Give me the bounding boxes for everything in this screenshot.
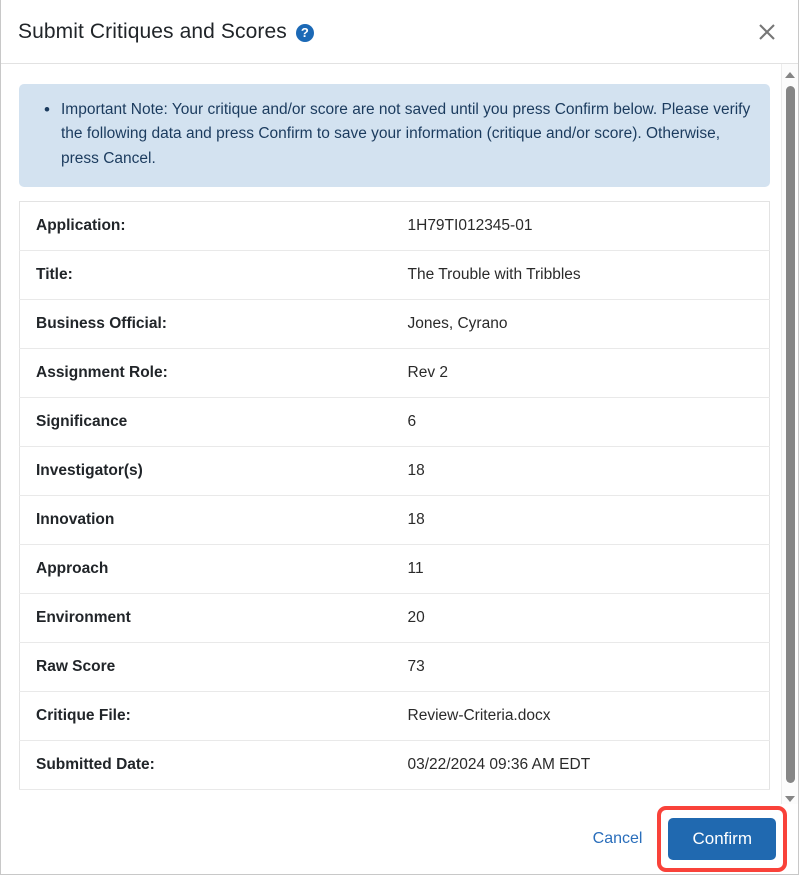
close-button[interactable] <box>750 15 784 49</box>
table-row <box>20 643 770 692</box>
row-label: Application: <box>20 202 405 251</box>
row-label: Title: <box>20 251 405 300</box>
table-row <box>20 300 770 349</box>
important-note-text: • Important Note: Your critique and/or score are not saved until you press Confirm below. Please verify the following data and press Confirm to save your information (critique and/or score). Otherwise, press Cancel. <box>61 98 752 171</box>
row-value: Jones, Cyrano <box>405 300 770 349</box>
cancel-button[interactable]: Cancel <box>583 824 653 854</box>
confirm-button[interactable]: Confirm <box>668 818 776 860</box>
row-value: 11 <box>405 545 770 594</box>
page-title: Submit Critiques and Scores <box>18 19 287 43</box>
chevron-up-icon[interactable] <box>782 66 798 83</box>
dialog-footer <box>1 804 798 874</box>
table-row <box>20 594 770 643</box>
table-row <box>20 251 770 300</box>
row-label: Innovation <box>20 496 405 545</box>
row-label: Approach <box>20 545 405 594</box>
table-row <box>20 545 770 594</box>
scrollbar-thumb[interactable] <box>786 86 795 783</box>
row-label: Submitted Date: <box>20 741 405 790</box>
important-note-banner <box>19 84 770 187</box>
table-row <box>20 349 770 398</box>
chevron-down-icon[interactable] <box>782 790 798 804</box>
table-row <box>20 496 770 545</box>
row-value: 18 <box>405 447 770 496</box>
table-row <box>20 447 770 496</box>
row-value: Rev 2 <box>405 349 770 398</box>
close-icon <box>757 22 777 42</box>
row-label: Environment <box>20 594 405 643</box>
table-row <box>20 692 770 741</box>
table-row <box>20 398 770 447</box>
table-body <box>20 202 770 790</box>
confirm-button-wrapper <box>668 818 776 860</box>
row-label: Critique File: <box>20 692 405 741</box>
row-value: 03/22/2024 09:36 AM EDT <box>405 741 770 790</box>
dialog-header <box>1 0 798 64</box>
submission-summary-table <box>19 201 770 790</box>
row-value: The Trouble with Tribbles <box>405 251 770 300</box>
help-circle-icon[interactable]: ? <box>296 24 314 42</box>
row-label: Business Official: <box>20 300 405 349</box>
row-label: Raw Score <box>20 643 405 692</box>
row-value: 6 <box>405 398 770 447</box>
row-label: Investigator(s) <box>20 447 405 496</box>
row-value: 1H79TI012345-01 <box>405 202 770 251</box>
table-row <box>20 741 770 790</box>
table-row <box>20 202 770 251</box>
row-value: 73 <box>405 643 770 692</box>
row-label: Significance <box>20 398 405 447</box>
row-value: 20 <box>405 594 770 643</box>
row-value: Review-Criteria.docx <box>405 692 770 741</box>
vertical-scrollbar[interactable] <box>781 64 798 804</box>
row-label: Assignment Role: <box>20 349 405 398</box>
row-value: 18 <box>405 496 770 545</box>
dialog-body <box>1 64 798 804</box>
